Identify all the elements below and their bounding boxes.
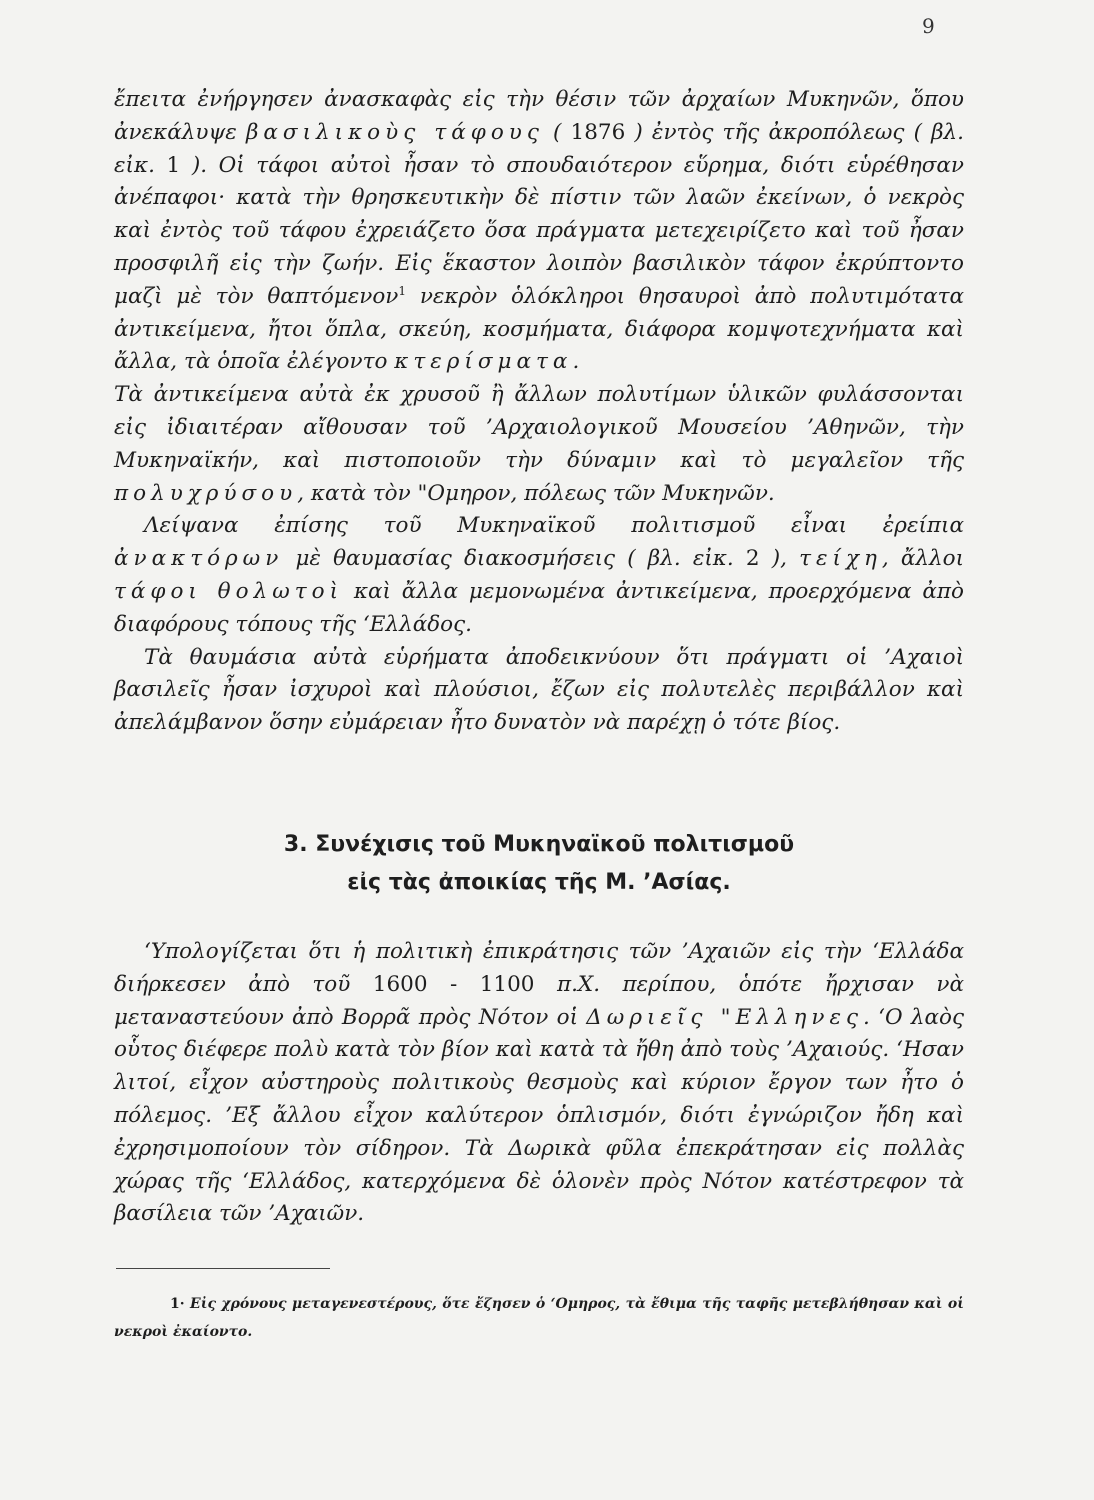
footnote-marker: 1 (398, 283, 407, 298)
text-run: ), (759, 546, 800, 572)
footnote-divider (116, 1268, 330, 1269)
spaced-term: κτερίσματα (394, 349, 573, 375)
text-run: Λείψανα ἐπίσης τοῦ Μυκηναϊκοῦ πολιτισμοῦ εἶναι ἐρείπια (144, 513, 964, 539)
paragraph-2 (114, 379, 964, 510)
body-text-bottom (114, 936, 964, 1231)
text-run: π.Χ. περίπου, ὁπότε ἤρχισαν νὰ μεταναστεύουν ἀπὸ Βορρᾶ πρὸς Νότον οἱ (114, 971, 964, 1030)
text-run: , κατὰ τὸν "Ομηρον, πόλεως τῶν Μυκηνῶν. (297, 480, 775, 506)
section-heading-line-2: εἰς τὰς ἀποικίας τῆς Μ. ’Ασίας. (347, 870, 731, 895)
text-run: Τὰ ἀντικείμενα αὐτὰ ἐκ χρυσοῦ ἢ ἄλλων πολυτίμων ὑλικῶν φυλάσσονται εἰς ἰδιαιτέραν αἴθουσαν τοῦ ’Αρχαιολογικοῦ Μουσείου ’Αθηνῶν, τὴν Μυκηναϊκήν, καὶ πιστοποιοῦν τὴν δύναμιν καὶ τὸ μεγαλεῖον τῆς (114, 382, 964, 473)
spaced-term: πολυχρύσου (114, 480, 298, 506)
text-run: , ἄλλοι (881, 546, 965, 572)
spaced-term: τείχη (799, 546, 882, 572)
text-run: νεκρὸν ὁλόκληροι θησαυροὶ ἀπὸ πολυτιμότατα ἀντικείμενα, ἤτοι ὅπλα, σκεύη, κοσμήματα, διάφορα κομψοτεχνήματα καὶ ἄλλα, τὰ ὁποῖα ἐλέγοντο (114, 283, 964, 375)
spaced-term: ἀνακτόρων (114, 546, 284, 572)
figure-ref: 2 (745, 546, 760, 572)
text-run: ). Οἱ τάφοι αὐτοὶ ἦσαν τὸ σπουδαιότερον εὕρημα, διότι εὑρέθησαν ἀνέπαφοι· κατὰ τὴν θρησκευτικὴν δὲ πίστιν τῶν λαῶν ἐκείνων, ὁ νεκρὸς καὶ ἐντὸς τοῦ τάφου ἐχρειάζετο ὅσα πράγματα μετεχειρίζετο καὶ τοῦ ἦσαν προσφιλῆ εἰς τὴν ζωήν. Εἰς ἕκαστον λοιπὸν βασιλικὸν τάφον ἐκρύπτοντο μαζὶ μὲ τὸν θαπτόμενον (114, 152, 964, 309)
text-run: Εἰς χρόνους μεταγενεστέρους, ὅτε ἔζησεν ὁ ‘Ομηρος, τὰ ἔθιμα τῆς ταφῆς μετεβλήθησαν καὶ οἱ νεκροὶ ἐκαίοντο. (114, 1296, 964, 1340)
text-run: ( (543, 119, 571, 145)
footnote-text (114, 1290, 964, 1346)
text-run: . (572, 349, 580, 375)
paragraph-3 (114, 510, 964, 641)
paragraph-4: Τὰ θαυμάσια αὐτὰ εὑρήματα ἀποδεικνύουν ὅτι πράγματι οἱ ’Αχαιοὶ βασιλεῖς ἦσαν ἰσχυροὶ καὶ πλούσιοι, ἔζων εἰς πολυτελὲς περιβάλλον καὶ ἀπελάμβανον ὅσην εὐμάρειαν ἦτο δυνατὸν νὰ παρέχῃ ὁ τότε βίος. (114, 644, 964, 736)
text-run: ‘Υπολογίζεται ὅτι ἡ πολιτικὴ ἐπικράτησις τῶν ’Αχαιῶν εἰς τὴν ‘Ελλάδα διήρκεσεν ἀπὸ τοῦ (114, 939, 964, 997)
body-text-top (114, 84, 964, 740)
text-run: ἔπειτα ἐνήργησεν ἀνασκαφὰς εἰς τὴν θέσιν τῶν ἀρχαίων Μυκηνῶν, ὅπου ἀνεκάλυψε (114, 87, 964, 145)
date-range: 1600 - 1100 (372, 971, 535, 997)
text-run: . ‘Ο λαὸς οὗτος διέφερε πολὺ κατὰ τὸν βίον καὶ κατὰ τὰ ἤθη ἀπὸ τοὺς ’Αχαιούς. ‘Ησαν λιτοί, εἶχον αὐστηροὺς πολιτικοὺς θεσμοὺς καὶ κύριον ἔργον των ἦτο ὁ πόλεμος. ’Εξ ἄλλου εἶχον καλύτερον ὁπλισμόν, διότι ἐγνώριζον ἤδη καὶ ἐχρησιμοποίουν τὸν σίδηρον. Τὰ Δωρικὰ φῦλα ἐπεκράτησαν εἰς πολλὰς χώρας τῆς ‘Ελλάδος, κατερχόμενα δὲ ὁλονὲν πρὸς Νότον κατέστρεφον τὰ βασίλεια τῶν ’Αχαιῶν. (114, 1004, 964, 1227)
paragraph-1 (114, 84, 964, 379)
text-run: καὶ ἄλλα μεμονωμένα ἀντικείμενα, προερχόμενα ἀπὸ διαφόρους τόπους τῆς ‘Ελλάδος. (114, 578, 964, 637)
figure-ref: 1 (166, 152, 181, 178)
spaced-term: τάφοι θολωτοὶ (114, 578, 343, 604)
section-heading (114, 826, 964, 902)
page-number: 9 (922, 14, 935, 38)
footnote (114, 1290, 964, 1346)
text-run: ) ἐντὸς τῆς ἀκροπόλεως ( βλ. εἰκ. (114, 119, 965, 178)
spaced-term: βασιλικοὺς τάφους (245, 119, 544, 145)
spaced-term: Δωριεῖς "Ελληνες (586, 1004, 864, 1030)
paragraph-5 (114, 936, 964, 1231)
text-run: μὲ θαυμασίας διακοσμήσεις ( βλ. εἰκ. (283, 546, 746, 572)
footnote-number: 1· (170, 1296, 185, 1312)
section-heading-line-1: 3. Συνέχισις τοῦ Μυκηναϊκοῦ πολιτισμοῦ (283, 832, 795, 857)
year: 1876 (570, 119, 626, 145)
